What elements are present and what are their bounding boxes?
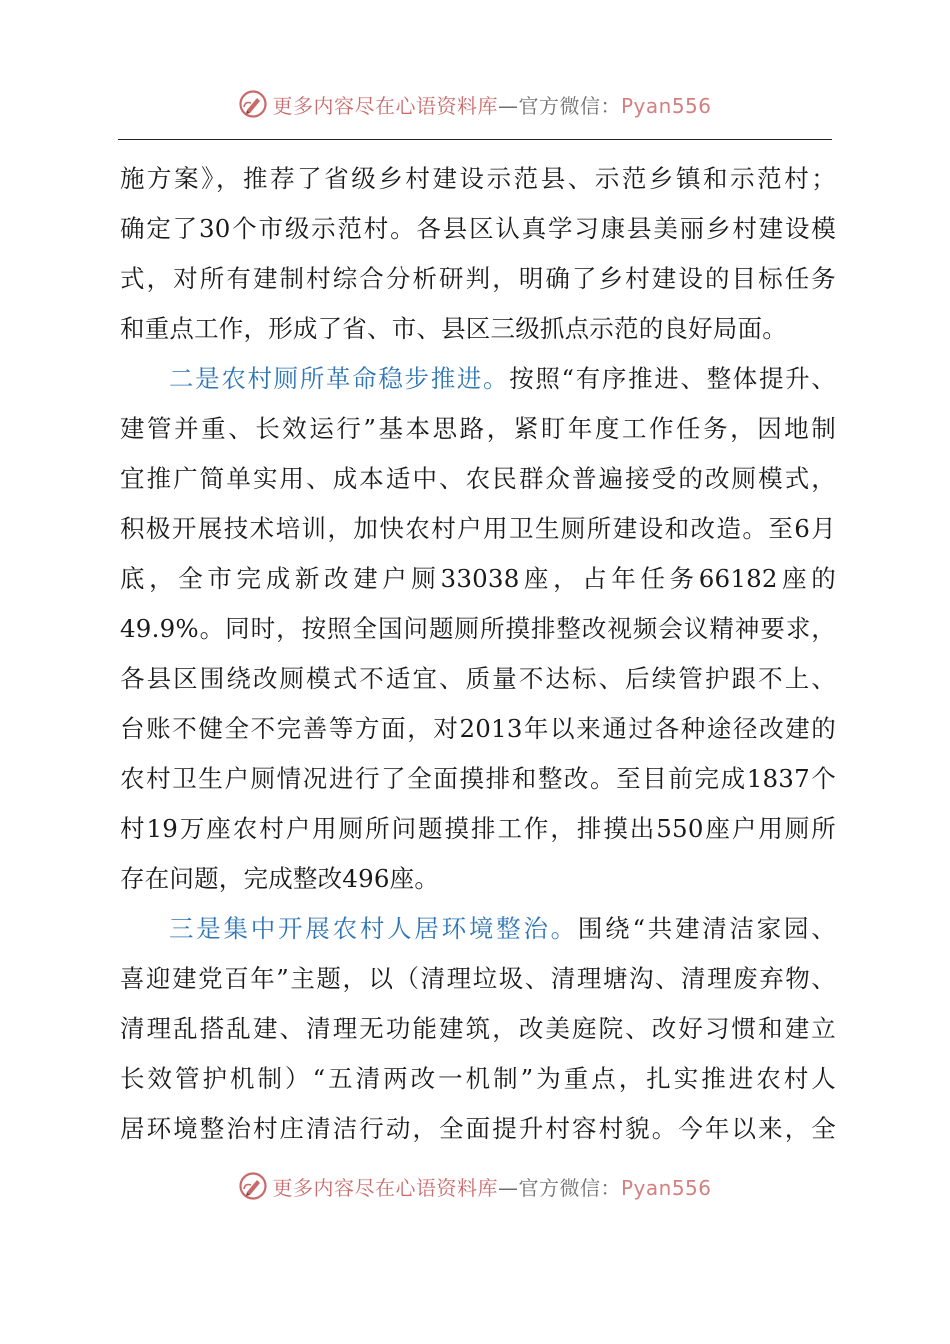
text-line: [120, 554, 836, 604]
text-line: [120, 304, 836, 354]
line-text: 和重点工作，形成了省、市、县区三级抓点示范的良好局面。: [120, 314, 787, 343]
line-text: 积极开展技术培训，加快农村户用卫生厕所建设和改造。至6月: [120, 514, 836, 543]
section-heading: 二是农村厕所革命稳步推进。: [169, 364, 510, 393]
text-line: [120, 504, 836, 554]
line-text: 农村卫生户厕情况进行了全面摸排和整改。至目前完成1837个: [120, 764, 836, 793]
pen-logo-icon: [238, 1171, 268, 1201]
footer-banner-text: [272, 1172, 711, 1201]
text-line: [120, 954, 836, 1004]
line-text: 村19万座农村户用厕所问题摸排工作，排摸出550座户用厕所: [120, 814, 836, 843]
banner-wechat-id: Pyan556: [620, 93, 712, 118]
text-line: [120, 1004, 836, 1054]
banner-wechat-id: Pyan556: [620, 1175, 712, 1200]
line-text: 居环境整治村庄清洁行动，全面提升村容村貌。今年以来，全: [120, 1114, 836, 1143]
text-line: [120, 254, 836, 304]
line-text: 存在问题，完成整改496座。: [120, 864, 440, 893]
line-text: 底，全市完成新改建户厕33038座，占年任务66182座的: [120, 564, 836, 593]
line-text: 宜推广简单实用、成本适中、农民群众普遍接受的改厕模式，: [120, 464, 836, 493]
line-text: 各县区围绕改厕模式不适宜、质量不达标、后续管护跟不上、: [120, 664, 836, 693]
line-text: 施方案》，推荐了省级乡村建设示范县、示范乡镇和示范村；: [120, 164, 836, 193]
line-text: 式，对所有建制村综合分析研判，明确了乡村建设的目标任务: [120, 264, 836, 293]
text-line: [120, 404, 836, 454]
header-banner-text: [272, 90, 711, 119]
text-line: [120, 454, 836, 504]
banner-official-label: 官方微信：: [518, 1175, 621, 1200]
line-text: 围绕“共建清洁家园、: [577, 914, 836, 943]
footer-banner: [0, 1166, 950, 1206]
pen-logo-icon: [238, 89, 268, 119]
header-divider: [118, 139, 832, 140]
document-body: [120, 154, 836, 1154]
line-text: 确定了30个市级示范村。各县区认真学习康县美丽乡村建设模: [120, 214, 836, 243]
text-line: [120, 654, 836, 704]
line-text: 长效管护机制）“五清两改一机制”为重点，扎实推进农村人: [120, 1064, 836, 1093]
line-text: 喜迎建党百年”主题，以（清理垃圾、清理塘沟、清理废弃物、: [120, 964, 836, 993]
text-line: [120, 854, 836, 904]
section-heading: 三是集中开展农村人居环境整治。: [169, 914, 578, 943]
banner-main-text: 更多内容尽在心语资料库: [272, 1175, 498, 1200]
text-line: [120, 604, 836, 654]
text-line: [120, 804, 836, 854]
text-line: [120, 354, 836, 404]
text-line: [120, 704, 836, 754]
line-text: 清理乱搭乱建、清理无功能建筑，改美庭院、改好习惯和建立: [120, 1014, 836, 1043]
text-line: [120, 1104, 836, 1154]
line-text: 台账不健全不完善等方面，对2013年以来通过各种途径改建的: [120, 714, 836, 743]
banner-dash: —: [497, 93, 519, 118]
header-banner: [0, 84, 950, 124]
banner-dash: —: [497, 1175, 519, 1200]
line-text: 按照“有序推进、整体提升、: [509, 364, 836, 393]
text-line: [120, 904, 836, 954]
banner-official-label: 官方微信：: [518, 93, 621, 118]
text-line: [120, 204, 836, 254]
text-line: [120, 1054, 836, 1104]
line-text: 建管并重、长效运行”基本思路，紧盯年度工作任务，因地制: [120, 414, 836, 443]
banner-main-text: 更多内容尽在心语资料库: [272, 93, 498, 118]
text-line: [120, 154, 836, 204]
line-text: 49.9%。同时，按照全国问题厕所摸排整改视频会议精神要求，: [120, 614, 836, 643]
text-line: [120, 754, 836, 804]
